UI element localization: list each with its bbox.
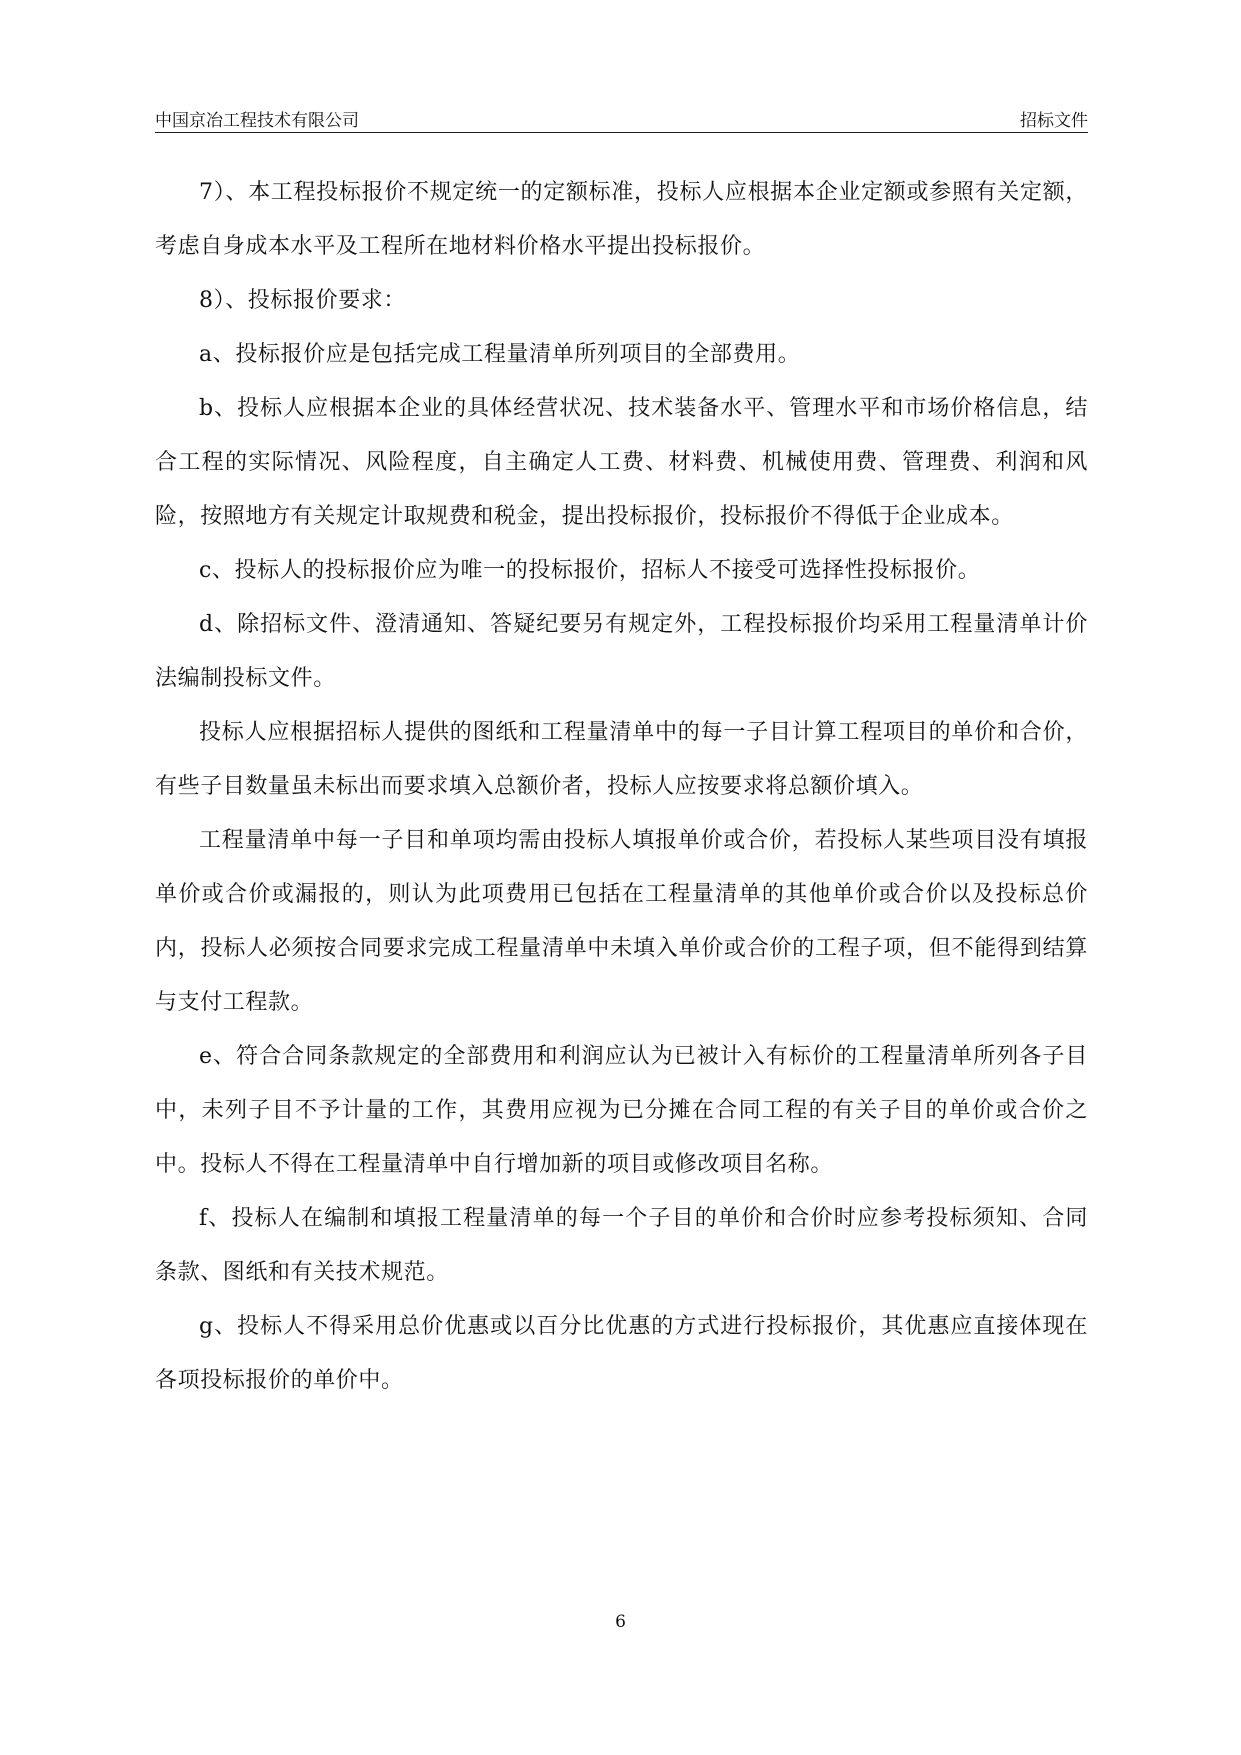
paragraph-a: a、投标报价应是包括完成工程量清单所列项目的全部费用。 — [199, 342, 801, 367]
paragraph-unit-price: 投标人应根据招标人提供的图纸和工程量清单中的每一子目计算工程项目的单价和合价，有些子目数量虽未标出而要求填入总额价者，投标人应按要求将总额价填入。 — [155, 720, 1088, 799]
paragraph-e: e、符合合同条款规定的全部费用和利润应认为已被计入有标价的工程量清单所列各子目中，未列子目不予计量的工作，其费用应视为已分摊在合同工程的有关子目的单价或合价之中。投标人不得在工程量清单中自行增加新的项目或修改项目名称。 — [155, 1044, 1088, 1177]
paragraph-c: c、投标人的投标报价应为唯一的投标报价，招标人不接受可选择性投标报价。 — [199, 558, 981, 583]
paragraph-item-7: 7）、本工程投标报价不规定统一的定额标准，投标人应根据本企业定额或参照有关定额，考虑自身成本水平及工程所在地材料价格水平提出投标报价。 — [155, 180, 1088, 259]
paragraph-f: f、投标人在编制和填报工程量清单的每一个子目的单价和合价时应参考投标须知、合同条款、图纸和有关技术规范。 — [155, 1206, 1088, 1285]
paragraph-bill-of-quantities: 工程量清单中每一子目和单项均需由投标人填报单价或合价，若投标人某些项目没有填报单价或合价或漏报的，则认为此项费用已包括在工程量清单的其他单价或合价以及投标总价内，投标人必须按合同要求完成工程量清单中未填入单价或合价的工程子项，但不能得到结算与支付工程款。 — [155, 828, 1088, 1015]
paragraph-d: d、除招标文件、澄清通知、答疑纪要另有规定外，工程投标报价均采用工程量清单计价法编制投标文件。 — [155, 612, 1088, 691]
header-company-name: 中国京冶工程技术有限公司 — [155, 111, 359, 131]
paragraph-item-8-heading: 8）、投标报价要求： — [199, 288, 406, 313]
page-header — [155, 102, 1088, 133]
document-body — [155, 166, 1088, 1408]
header-document-type: 招标文件 — [1020, 111, 1088, 131]
page-number: 6 — [615, 1612, 626, 1632]
paragraph-g: g、投标人不得采用总价优惠或以百分比优惠的方式进行投标报价，其优惠应直接体现在各项投标报价的单价中。 — [155, 1314, 1088, 1393]
paragraph-b: b、投标人应根据本企业的具体经营状况、技术装备水平、管理水平和市场价格信息，结合工程的实际情况、风险程度，自主确定人工费、材料费、机械使用费、管理费、利润和风险，按照地方有关规定计取规费和税金，提出投标报价，投标报价不得低于企业成本。 — [155, 396, 1088, 529]
